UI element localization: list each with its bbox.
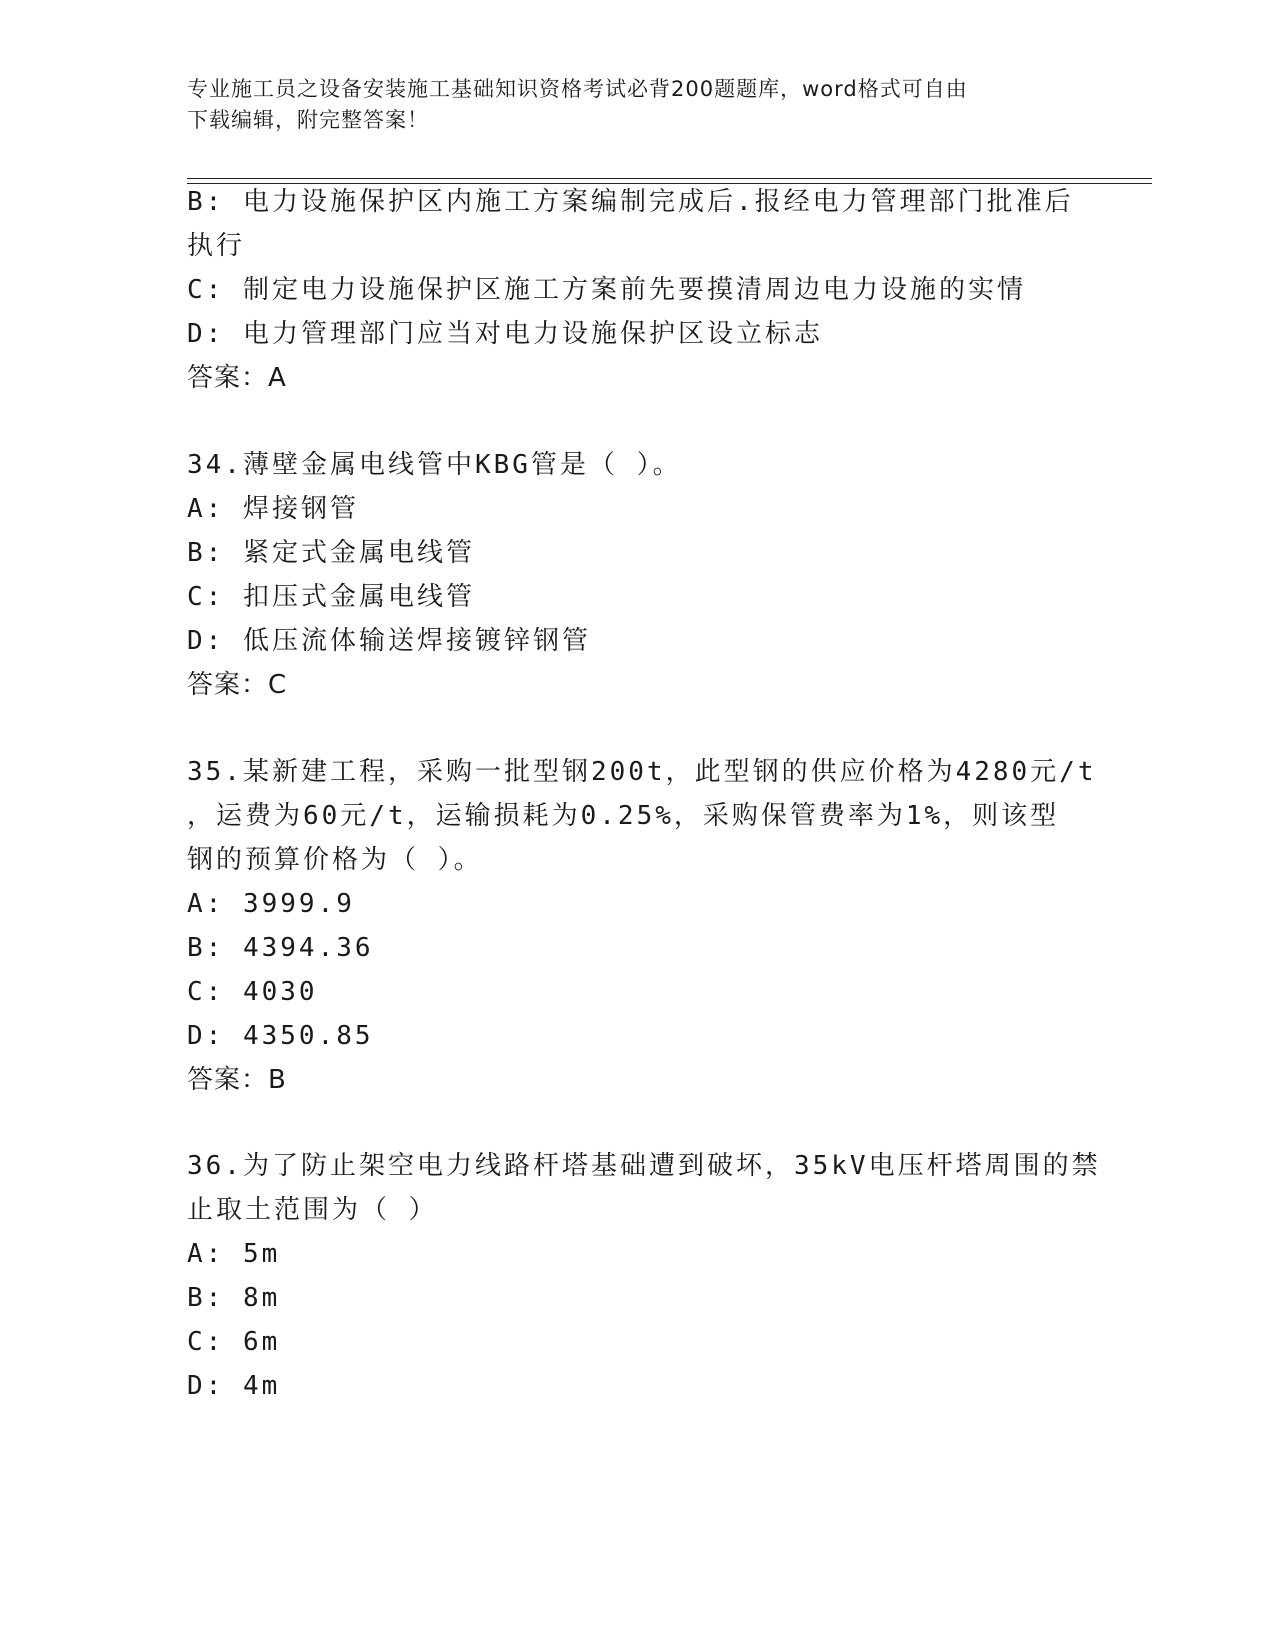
- header-line-2: 下载编辑，附完整答案！: [187, 108, 429, 132]
- q34-option-d: D: 低压流体输送焊接镀锌钢管: [187, 626, 591, 656]
- q35-option-a: A: 3999.9: [187, 889, 355, 919]
- q35-option-b: B: 4394.36: [187, 933, 374, 963]
- q34-answer: 答案：C: [187, 670, 288, 700]
- q33-answer: 答案：A: [187, 363, 287, 393]
- q35-option-d: D: 4350.85: [187, 1021, 374, 1051]
- header-line-1: 专业施工员之设备安装施工基础知识资格考试必背200题题库，word格式可自由: [187, 77, 968, 101]
- q35-option-c: C: 4030: [187, 977, 318, 1007]
- q33-option-b-line-2: 执行: [187, 231, 246, 261]
- q36-option-b: B: 8m: [187, 1283, 281, 1313]
- q36-option-d: D: 4m: [187, 1371, 281, 1401]
- q34-question: 34.薄壁金属电线管中KBG管是（ ）。: [187, 450, 682, 480]
- q34-option-a: A: 焊接钢管: [187, 494, 359, 524]
- q35-question-line-1: 35.某新建工程，采购一批型钢200t，此型钢的供应价格为4280元/t: [187, 757, 1097, 787]
- q36-question-line-2: 止取土范围为（ ）: [187, 1195, 438, 1225]
- q33-option-b-line-1: B: 电力设施保护区内施工方案编制完成后.报经电力管理部门批准后: [187, 187, 1074, 217]
- header-divider-top: [187, 178, 1152, 179]
- header-divider-bottom: [187, 183, 1152, 184]
- q34-option-c: C: 扣压式金属电线管: [187, 582, 475, 612]
- q35-question-line-3: 钢的预算价格为（ ）。: [187, 845, 483, 875]
- q34-option-b: B: 紧定式金属电线管: [187, 538, 475, 568]
- page-header: [187, 74, 1087, 136]
- q36-option-a: A: 5m: [187, 1239, 281, 1269]
- q33-option-d: D: 电力管理部门应当对电力设施保护区设立标志: [187, 319, 823, 349]
- q33-option-c: C: 制定电力设施保护区施工方案前先要摸清周边电力设施的实情: [187, 275, 1026, 305]
- q36-question-line-1: 36.为了防止架空电力线路杆塔基础遭到破坏，35kV电压杆塔周围的禁: [187, 1151, 1101, 1181]
- q36-option-c: C: 6m: [187, 1327, 281, 1357]
- q35-answer: 答案：B: [187, 1065, 287, 1095]
- q35-question-line-2: ，运费为60元/t，运输损耗为0.25%，采购保管费率为1%，则该型: [187, 801, 1060, 831]
